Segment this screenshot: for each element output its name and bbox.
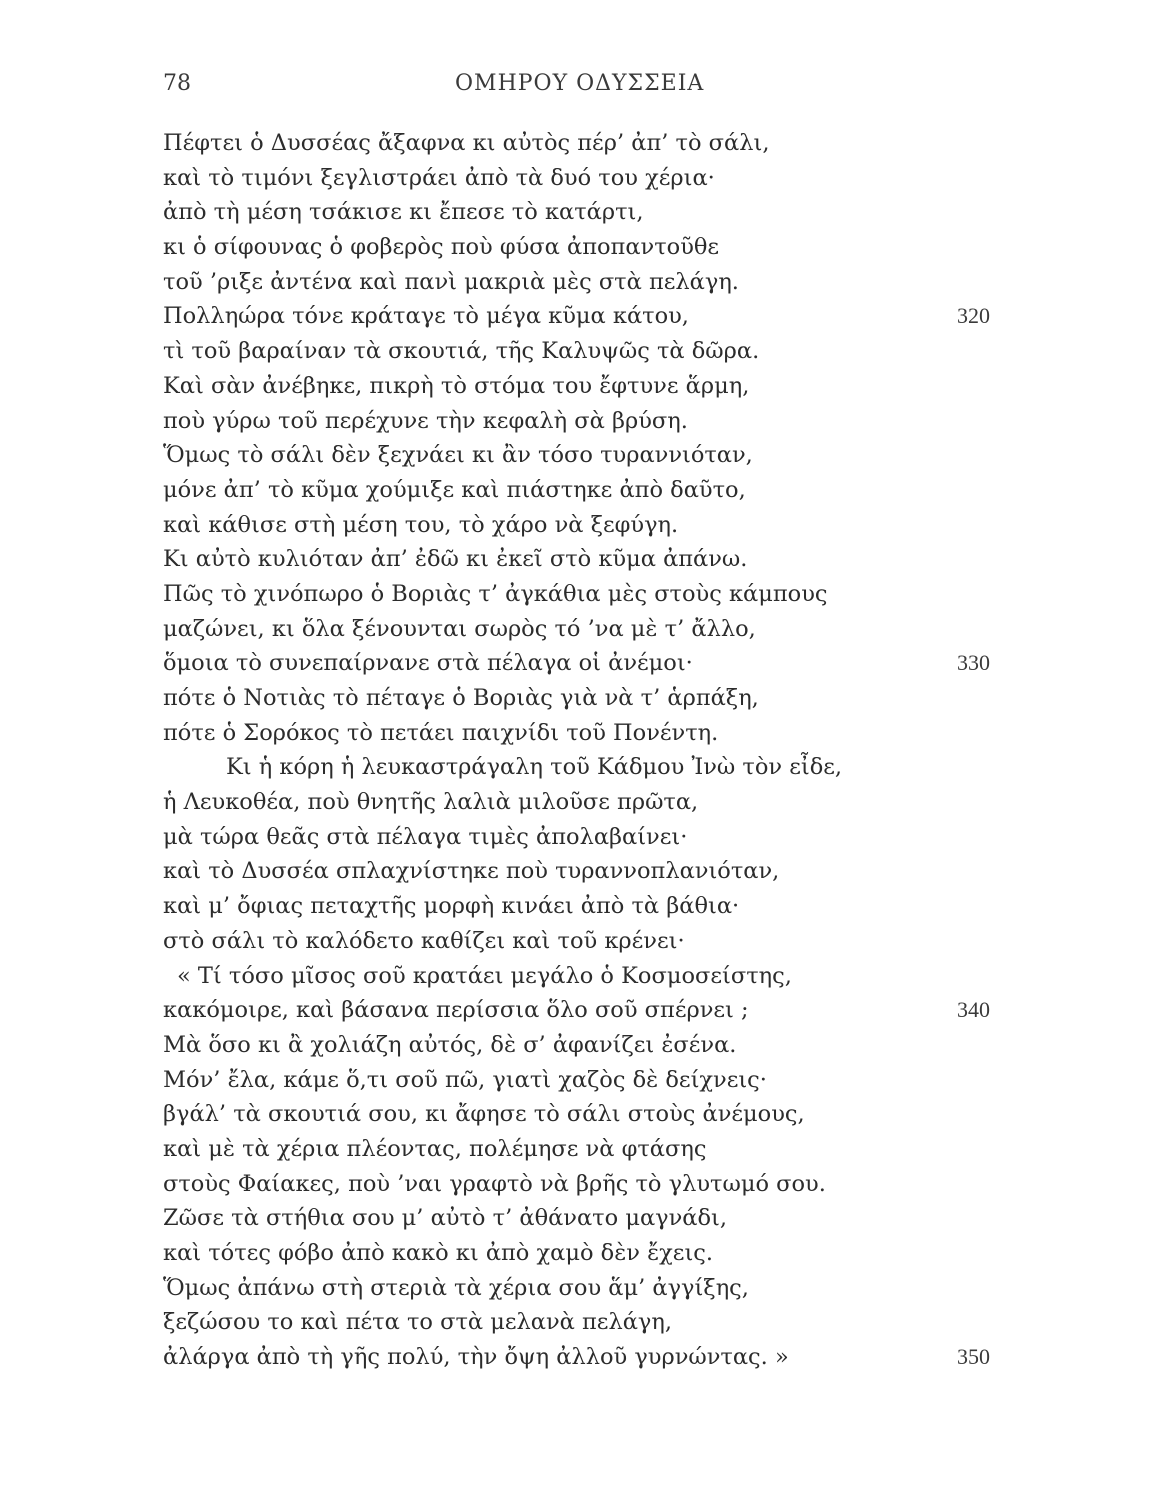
verse-text: καὶ μὲ τὰ χέρια πλέοντας, πολέμησε νὰ φτάσης bbox=[163, 1135, 707, 1162]
verse-line bbox=[163, 126, 1013, 161]
verse-text: « Τί τόσο μῖσος σοῦ κρατάει μεγάλο ὁ Κοσμοσείστης, bbox=[177, 962, 792, 989]
verse-line bbox=[163, 299, 1013, 334]
verse-line bbox=[163, 404, 1013, 439]
verse-text: μαζώνει, κι ὅλα ξένουνται σωρὸς τό ’να μὲ τ’ ἄλλο, bbox=[163, 615, 756, 642]
verse-text: καὶ τότες φόβο ἀπὸ κακὸ κι ἀπὸ χαμὸ δὲν ἔχεις. bbox=[163, 1240, 714, 1266]
verse-line bbox=[163, 785, 1013, 820]
verse-text: ποὺ γύρω τοῦ περέχυνε τὴν κεφαλὴ σὰ βρύση. bbox=[163, 407, 688, 434]
verse-line bbox=[163, 1201, 1013, 1236]
verse-text: Κι ἡ κόρη ἡ λευκαστράγαλη τοῦ Κάδμου Ἰνὼ τὸν εἶδε, bbox=[226, 754, 843, 781]
verse-block bbox=[163, 126, 1013, 1375]
verse-text: Ζῶσε τὰ στήθια σου μ’ αὐτὸ τ’ ἀθάνατο μαγνάδι, bbox=[163, 1205, 727, 1232]
verse-text: κακόμοιρε, καὶ βάσανα περίσσια ὅλο σοῦ σπέρνει ; bbox=[163, 997, 749, 1024]
verse-text: κι ὁ σίφουνας ὁ φοβερὸς ποὺ φύσα ἀποπαντοῦθε bbox=[163, 234, 720, 261]
verse-line bbox=[163, 473, 1013, 508]
verse-line bbox=[163, 889, 1013, 924]
verse-text: Πολληώρα τόνε κράταγε τὸ μέγα κῦμα κάτου, bbox=[163, 303, 689, 330]
verse-line bbox=[163, 1028, 1013, 1063]
verse-text: Κι αὐτὸ κυλιόταν ἀπ’ ἐδῶ κι ἐκεῖ στὸ κῦμα ἀπάνω. bbox=[163, 546, 748, 573]
verse-text: Καὶ σὰν ἀνέβηκε, πικρὴ τὸ στόμα του ἔφτυνε ἅρμη, bbox=[163, 372, 750, 399]
verse-line bbox=[163, 265, 1013, 300]
verse-line bbox=[163, 1305, 1013, 1340]
page-number: 78 bbox=[163, 71, 191, 96]
verse-text: ἀλάργα ἀπὸ τὴ γῆς πολύ, τὴν ὄψη ἀλλοῦ γυρνώντας. » bbox=[163, 1344, 789, 1371]
verse-text: ὅμοια τὸ συνεπαίρνανε στὰ πέλαγα οἱ ἀνέμοι· bbox=[163, 650, 693, 677]
verse-text: Πῶς τὸ χινόπωρο ὁ Βοριὰς τ’ ἀγκάθια μὲς στοὺς κάμπους bbox=[163, 580, 828, 607]
verse-text: στοὺς Φαίακες, ποὺ ’ναι γραφτὸ νὰ βρῆς τὸ γλυτωμό σου. bbox=[163, 1170, 826, 1197]
verse-line bbox=[163, 993, 1013, 1028]
verse-line bbox=[163, 612, 1013, 647]
verse-line bbox=[163, 230, 1013, 265]
verse-line bbox=[163, 1063, 1013, 1098]
verse-line bbox=[163, 820, 1013, 855]
verse-text: στὸ σάλι τὸ καλόδετο καθίζει καὶ τοῦ κρένει· bbox=[163, 927, 685, 954]
verse-line bbox=[163, 1340, 1013, 1375]
verse-text: καὶ τὸ τιμόνι ξεγλιστράει ἀπὸ τὰ δυό του χέρια· bbox=[163, 164, 715, 191]
verse-line bbox=[163, 646, 1013, 681]
verse-text: ἀπὸ τὴ μέση τσάκισε κι ἔπεσε τὸ κατάρτι, bbox=[163, 199, 644, 226]
verse-line bbox=[163, 854, 1013, 889]
line-number: 350 bbox=[957, 1344, 990, 1370]
verse-line bbox=[163, 438, 1013, 473]
verse-line bbox=[163, 716, 1013, 751]
line-number: 320 bbox=[957, 303, 990, 329]
verse-text: καὶ κάθισε στὴ μέση του, τὸ χάρο νὰ ξεφύγη. bbox=[163, 511, 679, 538]
verse-line bbox=[163, 924, 1013, 959]
verse-text: καὶ τὸ Δυσσέα σπλαχνίστηκε ποὺ τυραννοπλανιόταν, bbox=[163, 858, 780, 885]
verse-line bbox=[163, 542, 1013, 577]
verse-text: Πέφτει ὁ Δυσσέας ἄξαφνα κι αὐτὸς πέρ’ ἀπ’ τὸ σάλι, bbox=[163, 130, 770, 156]
verse-text: βγάλ’ τὰ σκουτιά σου, κι ἄφησε τὸ σάλι στοὺς ἀνέμους, bbox=[163, 1101, 805, 1128]
verse-text: τοῦ ’ριξε ἀντένα καὶ πανὶ μακριὰ μὲς στὰ πελάγη. bbox=[163, 268, 739, 295]
verse-line bbox=[163, 508, 1013, 543]
verse-line bbox=[163, 959, 1013, 994]
verse-text: Ὅμως τὸ σάλι δὲν ξεχνάει κι ἂν τόσο τυραννιόταν, bbox=[163, 442, 753, 469]
verse-text: ἡ Λευκοθέα, ποὺ θνητῆς λαλιὰ μιλοῦσε πρῶτα, bbox=[163, 789, 699, 816]
verse-text: Ὅμως ἀπάνω στὴ στεριὰ τὰ χέρια σου ἅμ’ ἀγγίξης, bbox=[163, 1274, 749, 1301]
verse-line bbox=[163, 369, 1013, 404]
verse-line bbox=[163, 1097, 1013, 1132]
verse-line bbox=[163, 1236, 1013, 1271]
running-header: ΟΜΗΡΟΥ ΟΔΥΣΣΕΙΑ bbox=[455, 71, 705, 96]
verse-text: ξεζώσου το καὶ πέτα το στὰ μελανὰ πελάγη, bbox=[163, 1309, 672, 1336]
verse-text: καὶ μ’ ὄφιας πεταχτῆς μορφὴ κινάει ἀπὸ τὰ βάθια· bbox=[163, 893, 740, 920]
verse-text: Μὰ ὅσο κι ἂ χολιάζη αὐτός, δὲ σ’ ἀφανίζει ἐσένα. bbox=[163, 1031, 737, 1058]
line-number: 330 bbox=[957, 650, 990, 676]
verse-text: Μόν’ ἔλα, κάμε ὅ,τι σοῦ πῶ, γιατὶ χαζὸς δὲ δείχνεις· bbox=[163, 1066, 767, 1093]
verse-text: μόνε ἀπ’ τὸ κῦμα χούμιξε καὶ πιάστηκε ἀπὸ δαῦτο, bbox=[163, 476, 746, 503]
verse-line bbox=[163, 1271, 1013, 1306]
verse-text: πότε ὁ Σορόκος τὸ πετάει παιχνίδι τοῦ Πονέντη. bbox=[163, 719, 719, 746]
line-number: 340 bbox=[957, 997, 990, 1023]
verse-text: πότε ὁ Νοτιὰς τὸ πέταγε ὁ Βοριὰς γιὰ νὰ τ’ ἁρπάξη, bbox=[163, 685, 759, 711]
verse-line bbox=[163, 750, 1013, 785]
verse-line bbox=[163, 334, 1013, 369]
verse-text: τὶ τοῦ βαραίναν τὰ σκουτιά, τῆς Καλυψῶς τὰ δῶρα. bbox=[163, 338, 760, 365]
verse-line bbox=[163, 1167, 1013, 1202]
verse-text: μὰ τώρα θεᾶς στὰ πέλαγα τιμὲς ἀπολαβαίνει· bbox=[163, 823, 688, 850]
verse-line bbox=[163, 681, 1013, 716]
verse-line bbox=[163, 577, 1013, 612]
verse-line bbox=[163, 161, 1013, 196]
verse-line bbox=[163, 195, 1013, 230]
verse-line bbox=[163, 1132, 1013, 1167]
